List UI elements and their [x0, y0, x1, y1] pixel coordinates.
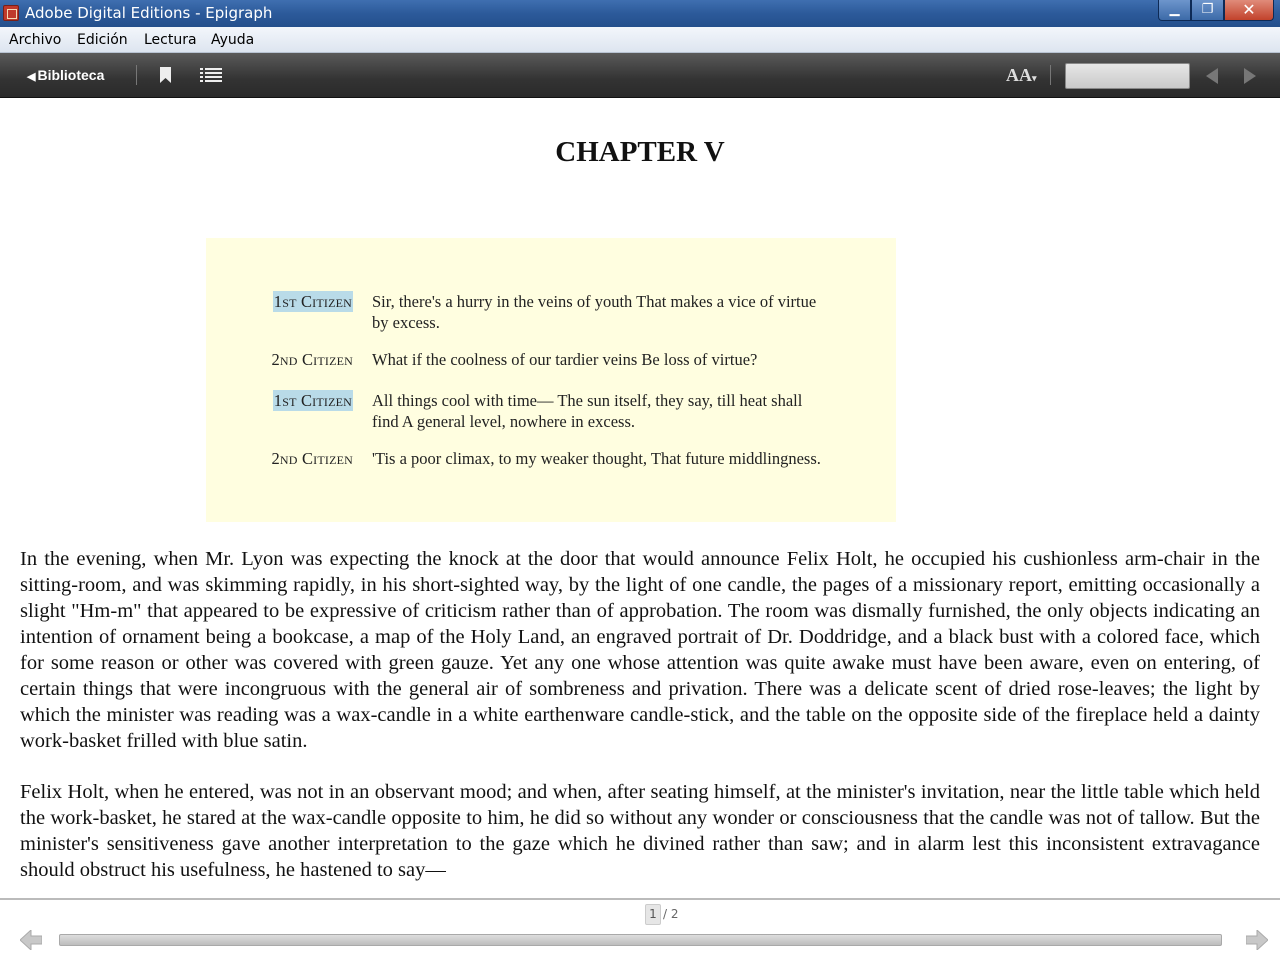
epigraph-speaker: 2nd Citizen — [271, 350, 353, 369]
previous-page-icon[interactable] — [20, 930, 42, 950]
previous-result-icon[interactable] — [1206, 68, 1218, 84]
toolbar-divider — [136, 65, 137, 85]
page-footer — [0, 900, 1280, 960]
minimize-button[interactable]: ▁ — [1158, 0, 1191, 21]
table-of-contents-icon[interactable] — [200, 68, 222, 82]
next-result-icon[interactable] — [1244, 68, 1256, 84]
page-total: / 2 — [663, 907, 679, 921]
reading-pane[interactable] — [0, 98, 1280, 898]
menu-ayuda[interactable]: Ayuda — [211, 32, 255, 48]
window-titlebar — [0, 0, 1280, 27]
epigraph-line: All things cool with time— The sun itself, they say, till heat shall find A general level, nowhere in excess. — [372, 391, 803, 431]
font-size-label: AA — [1006, 65, 1032, 85]
next-page-icon[interactable] — [1246, 930, 1268, 950]
epigraph-speaker: 2nd Citizen — [271, 449, 353, 468]
bookmark-icon[interactable] — [160, 67, 171, 83]
window-title: Adobe Digital Editions - Epigraph — [25, 4, 273, 22]
window-controls — [1158, 0, 1274, 22]
search-input[interactable] — [1065, 63, 1190, 89]
menu-archivo[interactable]: Archivo — [9, 32, 62, 48]
library-label: Biblioteca — [37, 67, 105, 83]
menu-lectura[interactable]: Lectura — [144, 32, 197, 48]
font-size-icon[interactable]: AA▾ — [1006, 65, 1037, 85]
reader-toolbar — [0, 53, 1280, 98]
chapter-title: CHAPTER V — [555, 136, 725, 168]
epigraph-speaker: 1st Citizen — [273, 292, 352, 311]
epigraph-line: What if the coolness of our tardier veins Be loss of virtue? — [372, 350, 758, 369]
maximize-button[interactable]: ❐ — [1191, 0, 1224, 21]
back-arrow-icon: ◀ — [27, 71, 36, 83]
menu-bar — [0, 27, 1280, 53]
epigraph-speaker: 1st Citizen — [273, 391, 352, 410]
app-icon — [3, 5, 19, 21]
epigraph-line: Sir, there's a hurry in the veins of youth That makes a vice of virtue by excess. — [372, 292, 817, 332]
library-button[interactable] — [27, 67, 104, 83]
menu-edicion[interactable]: Edición — [77, 32, 128, 48]
close-button[interactable]: ✕ — [1224, 0, 1274, 21]
body-paragraph: Felix Holt, when he entered, was not in an observant mood; and when, after seating himself, at the minister's invitation, near the little table which held the work-basket, he stared at the wax-candle opposite to him, he did so without any wonder or consciousness that the candle was not of tallow. But the minister's sensitiveness gave another interpretation to the gaze which he divined rather than saw; and in alarm lest this inconsistent extravagance should obstruct his usefulness, he hastened to say— — [20, 781, 1260, 881]
toolbar-divider — [1050, 65, 1051, 85]
reading-progress-scrollbar[interactable] — [59, 934, 1222, 946]
epigraph-line: 'Tis a poor climax, to my weaker thought, That future middlingness. — [372, 449, 821, 468]
epigraph-block — [206, 238, 896, 522]
current-page-input[interactable]: 1 — [645, 904, 661, 925]
body-paragraph: In the evening, when Mr. Lyon was expecting the knock at the door that would announce Felix Holt, he occupied his cushionless arm-chair in the sitting-room, and was skimming rapidly, in his short-sighted way, by the light of one candle, the pages of a missionary report, emitting occasionally a slight "Hm-m" that appeared to be expressive of criticism rather than of approbation. The room was dismally furnished, the only objects indicating an intention of ornament being a bookcase, a map of the Holy Land, an engraved portrait of Dr. Doddridge, and a black bust with a colored face, which for some reason or other was covered with green gauze. Yet any one whose attention was quite awake must have been aware, even on entering, of certain things that were incongruous with the general air of sombreness and privation. There was a delicate scent of dried rose-leaves; the light by which the minister was reading was a wax-candle in a white earthenware candle-stick, and the table on the opposite side of the fireplace held a dainty work-basket frilled with blue satin. — [20, 548, 1260, 752]
